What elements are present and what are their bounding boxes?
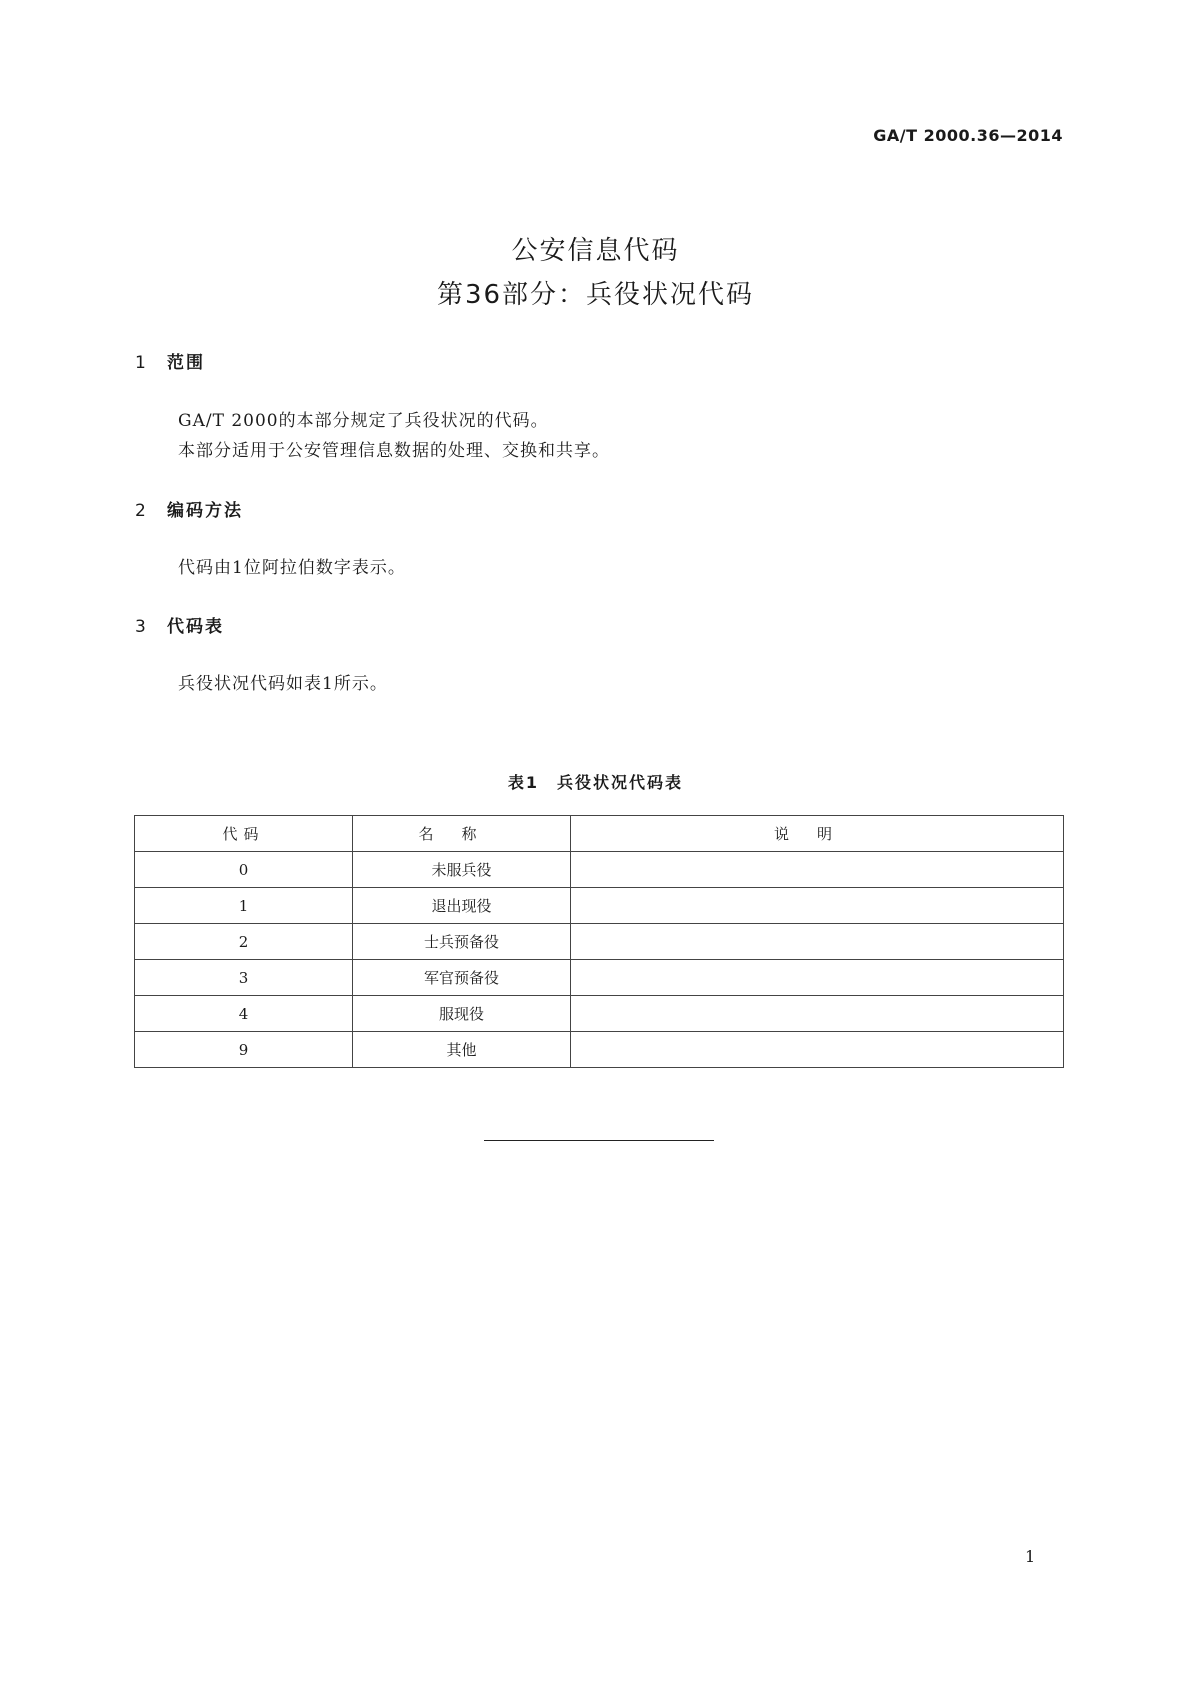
note-cell <box>571 960 1064 996</box>
code-table <box>134 815 1064 1068</box>
name-cell: 士兵预备役 <box>353 924 571 960</box>
section-title: 代码表 <box>167 617 224 637</box>
paragraph: GA/T 2000的本部分规定了兵役状况的代码。 <box>178 411 549 431</box>
code-cell: 3 <box>135 960 353 996</box>
section-number: 1 <box>135 353 146 373</box>
name-cell: 军官预备役 <box>353 960 571 996</box>
section-title: 范围 <box>167 353 205 373</box>
section-heading-code-table <box>135 612 224 637</box>
table-row <box>135 996 1064 1032</box>
table-row <box>135 1032 1064 1068</box>
name-cell: 未服兵役 <box>353 852 571 888</box>
code-cell: 1 <box>135 888 353 924</box>
table-header-row <box>135 816 1064 852</box>
note-cell <box>571 1032 1064 1068</box>
paragraph: 代码由1位阿拉伯数字表示。 <box>178 558 406 578</box>
code-cell: 2 <box>135 924 353 960</box>
paragraph: 兵役状况代码如表1所示。 <box>178 674 388 694</box>
table-caption: 表1 兵役状况代码表 <box>507 773 684 792</box>
document-subtitle: 第36部分：兵役状况代码 <box>436 280 755 310</box>
name-cell: 服现役 <box>353 996 571 1032</box>
end-of-document-rule <box>484 1140 714 1141</box>
section-number: 2 <box>135 501 146 521</box>
section-title: 编码方法 <box>167 501 243 521</box>
note-cell <box>571 924 1064 960</box>
section-heading-scope <box>135 348 205 373</box>
note-cell <box>571 852 1064 888</box>
name-cell: 其他 <box>353 1032 571 1068</box>
standard-code: GA/T 2000.36—2014 <box>873 126 1063 145</box>
code-cell: 9 <box>135 1032 353 1068</box>
code-cell: 4 <box>135 996 353 1032</box>
table-row <box>135 924 1064 960</box>
code-cell: 0 <box>135 852 353 888</box>
note-cell <box>571 996 1064 1032</box>
name-cell: 退出现役 <box>353 888 571 924</box>
table-row <box>135 888 1064 924</box>
paragraph: 本部分适用于公安管理信息数据的处理、交换和共享。 <box>178 441 610 461</box>
document-title: 公安信息代码 <box>511 236 680 266</box>
column-header-code: 代码 <box>135 816 353 852</box>
page-number: 1 <box>1025 1547 1036 1566</box>
column-header-note: 说明 <box>571 816 1064 852</box>
section-number: 3 <box>135 617 146 637</box>
table-row <box>135 960 1064 996</box>
note-cell <box>571 888 1064 924</box>
column-header-name: 名称 <box>353 816 571 852</box>
section-heading-coding-method <box>135 496 243 521</box>
table-row <box>135 852 1064 888</box>
